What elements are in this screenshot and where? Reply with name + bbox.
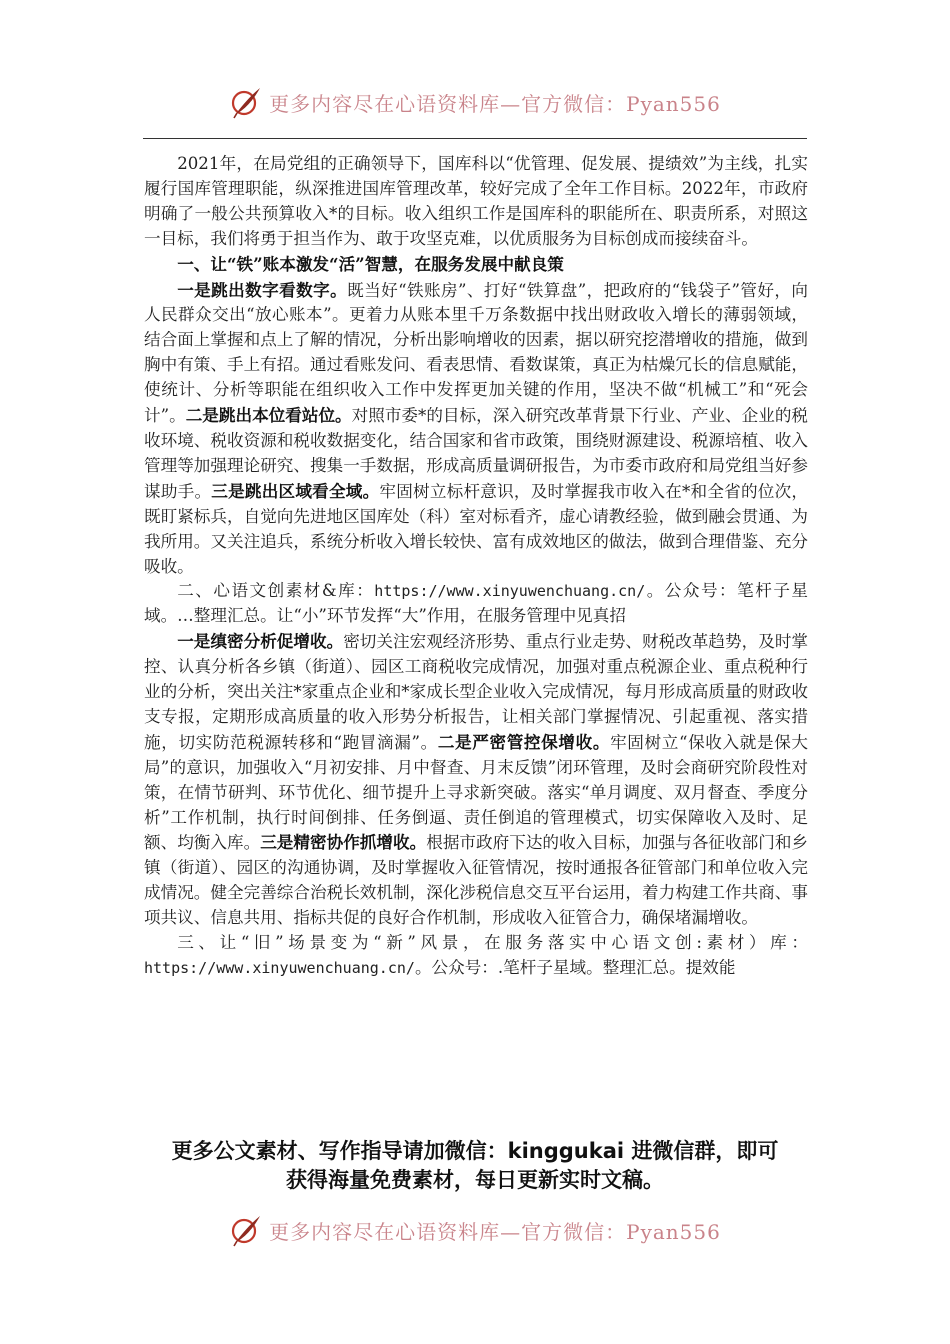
section-2-paragraph: 一是缜密分析促增收。密切关注宏观经济形势、重点行业走势、财税改革趋势，及时掌控、认真分析各乡镇（街道）、园区工商税收完成情况，加强对重点税源企业、重点税种行业的分析，突出关注*家重点企业和*家成长型企业收入完成情况，每月形成高质量的财政收支专报，定期形成高质量的收入形势分析报告，让相关部门掌握情况、引起重视、落实措施，切实防范税源转移和“跑冒滴漏”。二是严密管控保增收。牢固树立“保收入就是保大局”的意识，加强收入“月初安排、月中督查、月末反馈”闭环管理，及时会商研究阶段性对策，在情节研判、环节优化、细节提升上寻求新突破。落实“单月调度、双月督查、季度分析”工作机制，执行时间倒排、任务倒逼、责任倒追的管理模式，切实保障收入及时、足额、均衡入库。三是精密协作抓增收。根据市政府下达的收入目标，加强与各征收部门和乡镇（街道）、园区的沟通协调，及时掌握收入征管情况，按时通报各征管部门和单位收入完成情况。健全完善综合治税长效机制，深化涉税信息交互平台运用，着力构建工作共商、事项共议、信息共用、指标共促的良好合作机制，形成收入征管合力，确保堵漏增收。 [144, 631, 809, 928]
quill-logo-icon [229, 85, 263, 119]
point-title: 三是跳出区域看全域。 [211, 480, 380, 501]
intro-paragraph: 2021年，在局党组的正确领导下，国库科以“优管理、促发展、提绩效”为主线，扎实履行国库管理职能，纵深推进国库管理改革，较好完成了全年工作目标。2022年，市政府明确了一般公共预算收入*的目标。收入组织工作是国库科的职能所在、职责所系，对照这一目标，我们将勇于担当作为、敢于攻坚克难，以优质服务为目标创成而接续奋斗。 [144, 154, 808, 248]
header-watermark-text: 更多内容尽在心语资料库—官方微信：Pyan556 [269, 91, 721, 116]
promo-line-1: 更多公文素材、写作指导请加微信：kinggukai 进微信群，即可 [171, 1139, 779, 1163]
footer-watermark [0, 1210, 950, 1250]
section-heading-1: 一、让“铁”账本激发“活”智慧，在服务发展中献良策 [177, 253, 564, 274]
point-title: 一是缜密分析促增收。 [177, 631, 344, 652]
document-body [144, 152, 808, 981]
footer-watermark-text: 更多内容尽在心语资料库—官方微信：Pyan556 [269, 1219, 721, 1244]
section-heading-2: 二、心语文创素材&库：https://www.xinyuwenchuang.cn/。公众号：笔杆子星域。…整理汇总。让“小”环节发挥“大”作用，在服务管理中见真招 [144, 581, 808, 626]
header-watermark [0, 82, 950, 122]
header-divider [143, 138, 807, 139]
point-title: 一是跳出数字看数字。 [177, 279, 348, 300]
section-1-paragraph: 一是跳出数字看数字。既当好“铁账房”、打好“铁算盘”，把政府的“钱袋子”管好，向人民群众交出“放心账本”。更着力从账本里千万条数据中找出财政收入增长的薄弱领域，结合面上掌握和点上了解的情况，分析出影响增收的因素，据以研究挖潜增收的措施，做到胸中有策、手上有招。通过看账发问、看表思情、看数谋策，真正为枯燥冗长的信息赋能，使统计、分析等职能在组织收入工作中发挥更加关键的作用，坚决不做“机械工”和“死会计”。二是跳出本位看站位。对照市委*的目标，深入研究改革背景下行业、产业、企业的税收环境、税收资源和税收数据变化，结合国家和省市政策，围绕财源建设、税源培植、收入管理等加强理论研究、搜集一手数据，形成高质量调研报告，为市委市政府和局党组当好参谋助手。三是跳出区域看全域。牢固树立标杆意识，及时掌握我市收入在*和全省的位次，既盯紧标兵，自觉向先进地区国库处（科）室对标看齐，虚心请教经验，做到融会贯通、为我所用。又关注追兵，系统分析收入增长较快、富有成效地区的做法，做到合理借鉴、充分吸收。 [144, 279, 809, 576]
point-title: 三是精密协作抓增收。 [260, 832, 427, 853]
point-title: 二是严密管控保增收。 [437, 731, 611, 752]
source-url: https://www.xinyuwenchuang.cn/ [374, 582, 646, 601]
section-heading-3: 三、让“旧”场景变为“新”风景，在服务落实中心语文创:素材）库：https://www.xinyuwenchuang.cn/。公众号：.笔杆子星域。整理汇总。提效能 [144, 933, 808, 977]
source-url: https://www.xinyuwenchuang.cn/ [144, 959, 415, 977]
point-title: 二是跳出本位看站位。 [185, 405, 352, 426]
promo-line-2: 获得海量免费素材，每日更新实时文稿。 [286, 1168, 664, 1192]
quill-logo-icon [229, 1213, 263, 1247]
promo-notice [110, 1137, 840, 1195]
